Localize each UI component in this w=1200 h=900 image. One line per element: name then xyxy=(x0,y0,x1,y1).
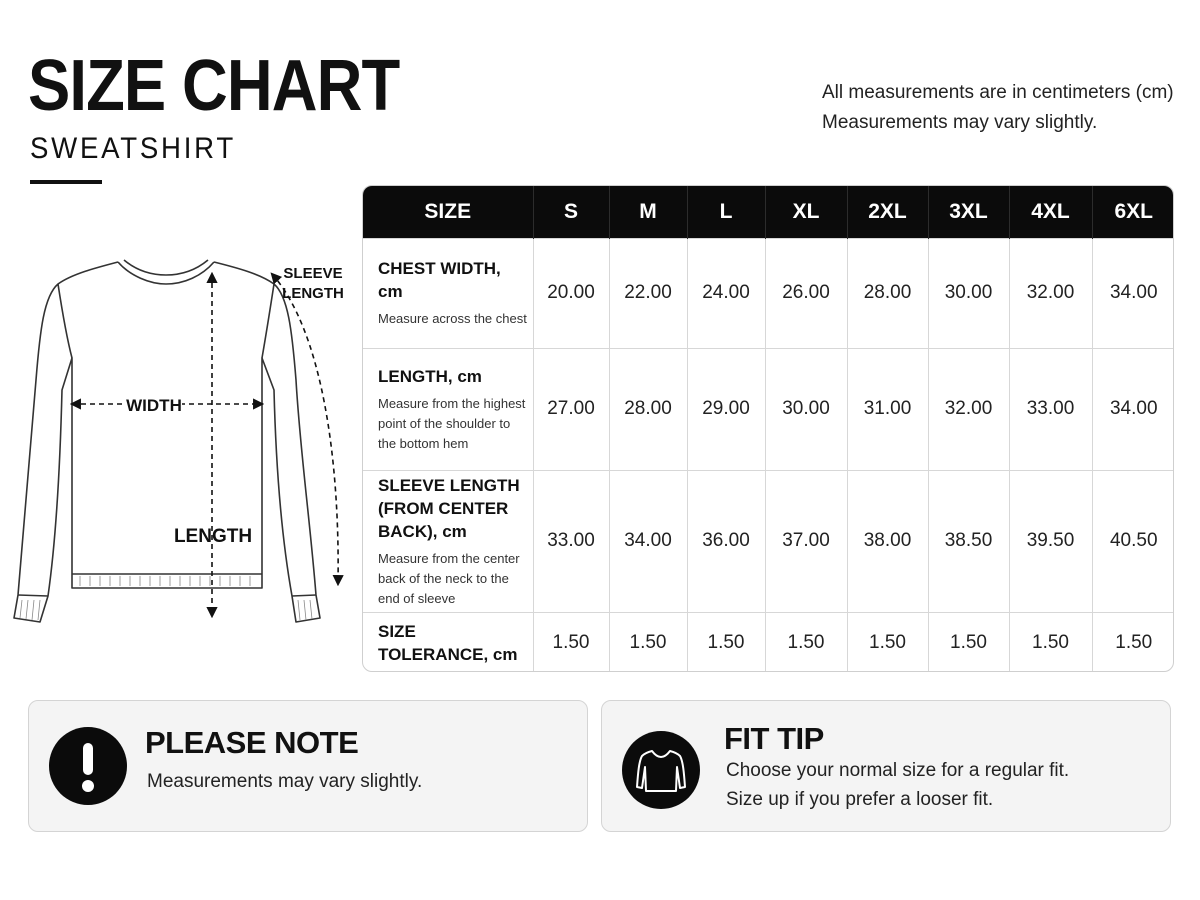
page-title: SIZE CHART xyxy=(28,46,400,126)
table-cell: 30.00 xyxy=(765,348,847,470)
row-label-tolerance xyxy=(363,612,533,672)
row-description: Measure from the highest point of the shoulder to the bottom hem xyxy=(378,395,526,451)
table-cell: 1.50 xyxy=(533,612,609,672)
sleeve-label-line2: LENGTH xyxy=(282,285,344,302)
table-cell: 26.00 xyxy=(765,238,847,348)
fit-tip-line-regular: Choose your normal size for a regular fit. xyxy=(726,760,1070,781)
size-header-3xl: 3XL xyxy=(928,186,1009,238)
size-header-m: M xyxy=(609,186,687,238)
length-label: LENGTH xyxy=(173,526,253,547)
page-subtitle: SWEATSHIRT xyxy=(30,132,236,165)
table-header-row xyxy=(363,186,1174,238)
table-cell: 39.50 xyxy=(1009,470,1092,612)
row-description: Measure across the chest xyxy=(378,311,527,326)
width-label: WIDTH xyxy=(126,396,182,415)
fit-tip-card xyxy=(601,700,1171,832)
fit-tip-line-looser: Size up if you prefer a looser fit. xyxy=(726,789,994,810)
fit-tip-text xyxy=(726,756,1069,814)
title-underline xyxy=(30,180,102,184)
row-label-sleeve xyxy=(363,470,533,612)
table-cell: 28.00 xyxy=(609,348,687,470)
size-header-s: S xyxy=(533,186,609,238)
fit-tip-title: FIT TIP xyxy=(724,721,824,756)
table-cell: 31.00 xyxy=(847,348,928,470)
notes-line-units: All measurements are in centimeters (cm) xyxy=(822,82,1174,103)
table-cell: 34.00 xyxy=(1109,282,1158,303)
sweatshirt-outline xyxy=(14,260,320,622)
row-title: LENGTH, cm xyxy=(378,366,482,386)
sweatshirt-diagram xyxy=(0,240,360,640)
table-cell: 40.50 xyxy=(1109,530,1158,551)
notes-line-variance: Measurements may vary slightly. xyxy=(822,112,1098,133)
table-cell: 1.50 xyxy=(765,612,847,672)
table-cell: 30.00 xyxy=(928,238,1009,348)
table-cell: 34.00 xyxy=(1109,398,1158,419)
table-cell: 32.00 xyxy=(928,348,1009,470)
size-header-4xl: 4XL xyxy=(1009,186,1092,238)
table-cell: 32.00 xyxy=(1009,238,1092,348)
table-cell: 38.50 xyxy=(928,470,1009,612)
table-row xyxy=(363,238,1174,348)
table-cell: 1.50 xyxy=(847,612,928,672)
table-cell: 28.00 xyxy=(847,238,928,348)
row-label-chest xyxy=(363,238,533,348)
table-cell: 20.00 xyxy=(533,238,609,348)
table-cell: 1.50 xyxy=(687,612,765,672)
size-header-label: SIZE xyxy=(363,186,533,238)
table-cell: 34.00 xyxy=(609,470,687,612)
table-cell: 36.00 xyxy=(687,470,765,612)
table-cell: 1.50 xyxy=(928,612,1009,672)
measurement-notes xyxy=(822,78,1174,138)
row-title: SLEEVE LENGTH (FROM CENTER BACK), cm xyxy=(378,475,520,541)
please-note-title: PLEASE NOTE xyxy=(145,725,359,760)
size-header-l: L xyxy=(687,186,765,238)
table-cell: 22.00 xyxy=(609,238,687,348)
size-table xyxy=(362,185,1174,672)
table-cell: 37.00 xyxy=(765,470,847,612)
size-header-xl: XL xyxy=(765,186,847,238)
table-cell: 38.00 xyxy=(847,470,928,612)
table-row xyxy=(363,612,1174,672)
table-cell: 1.50 xyxy=(1009,612,1092,672)
table-cell: 33.00 xyxy=(533,470,609,612)
table-cell: 27.00 xyxy=(533,348,609,470)
row-label-length xyxy=(363,348,533,470)
sweatshirt-icon xyxy=(622,731,700,809)
row-title: SIZE TOLERANCE, cm xyxy=(378,621,518,664)
table-cell: 24.00 xyxy=(687,238,765,348)
size-header-6xl: 6XL xyxy=(1114,199,1153,223)
sleeve-length-arrow xyxy=(272,274,338,584)
please-note-card xyxy=(28,700,588,832)
sleeve-label-line1: SLEEVE xyxy=(283,265,343,282)
hem-rib-lines xyxy=(20,576,312,620)
exclamation-icon xyxy=(49,727,127,805)
row-title: CHEST WIDTH, cm xyxy=(378,259,501,301)
table-row xyxy=(363,348,1174,470)
table-cell: 29.00 xyxy=(687,348,765,470)
size-header-2xl: 2XL xyxy=(847,186,928,238)
table-cell: 33.00 xyxy=(1009,348,1092,470)
table-row xyxy=(363,470,1174,612)
row-description: Measure from the center back of the neck to the end of sleeve xyxy=(378,550,520,606)
table-cell: 1.50 xyxy=(1115,631,1153,653)
table-cell: 1.50 xyxy=(609,612,687,672)
please-note-text: Measurements may vary slightly. xyxy=(147,771,423,792)
